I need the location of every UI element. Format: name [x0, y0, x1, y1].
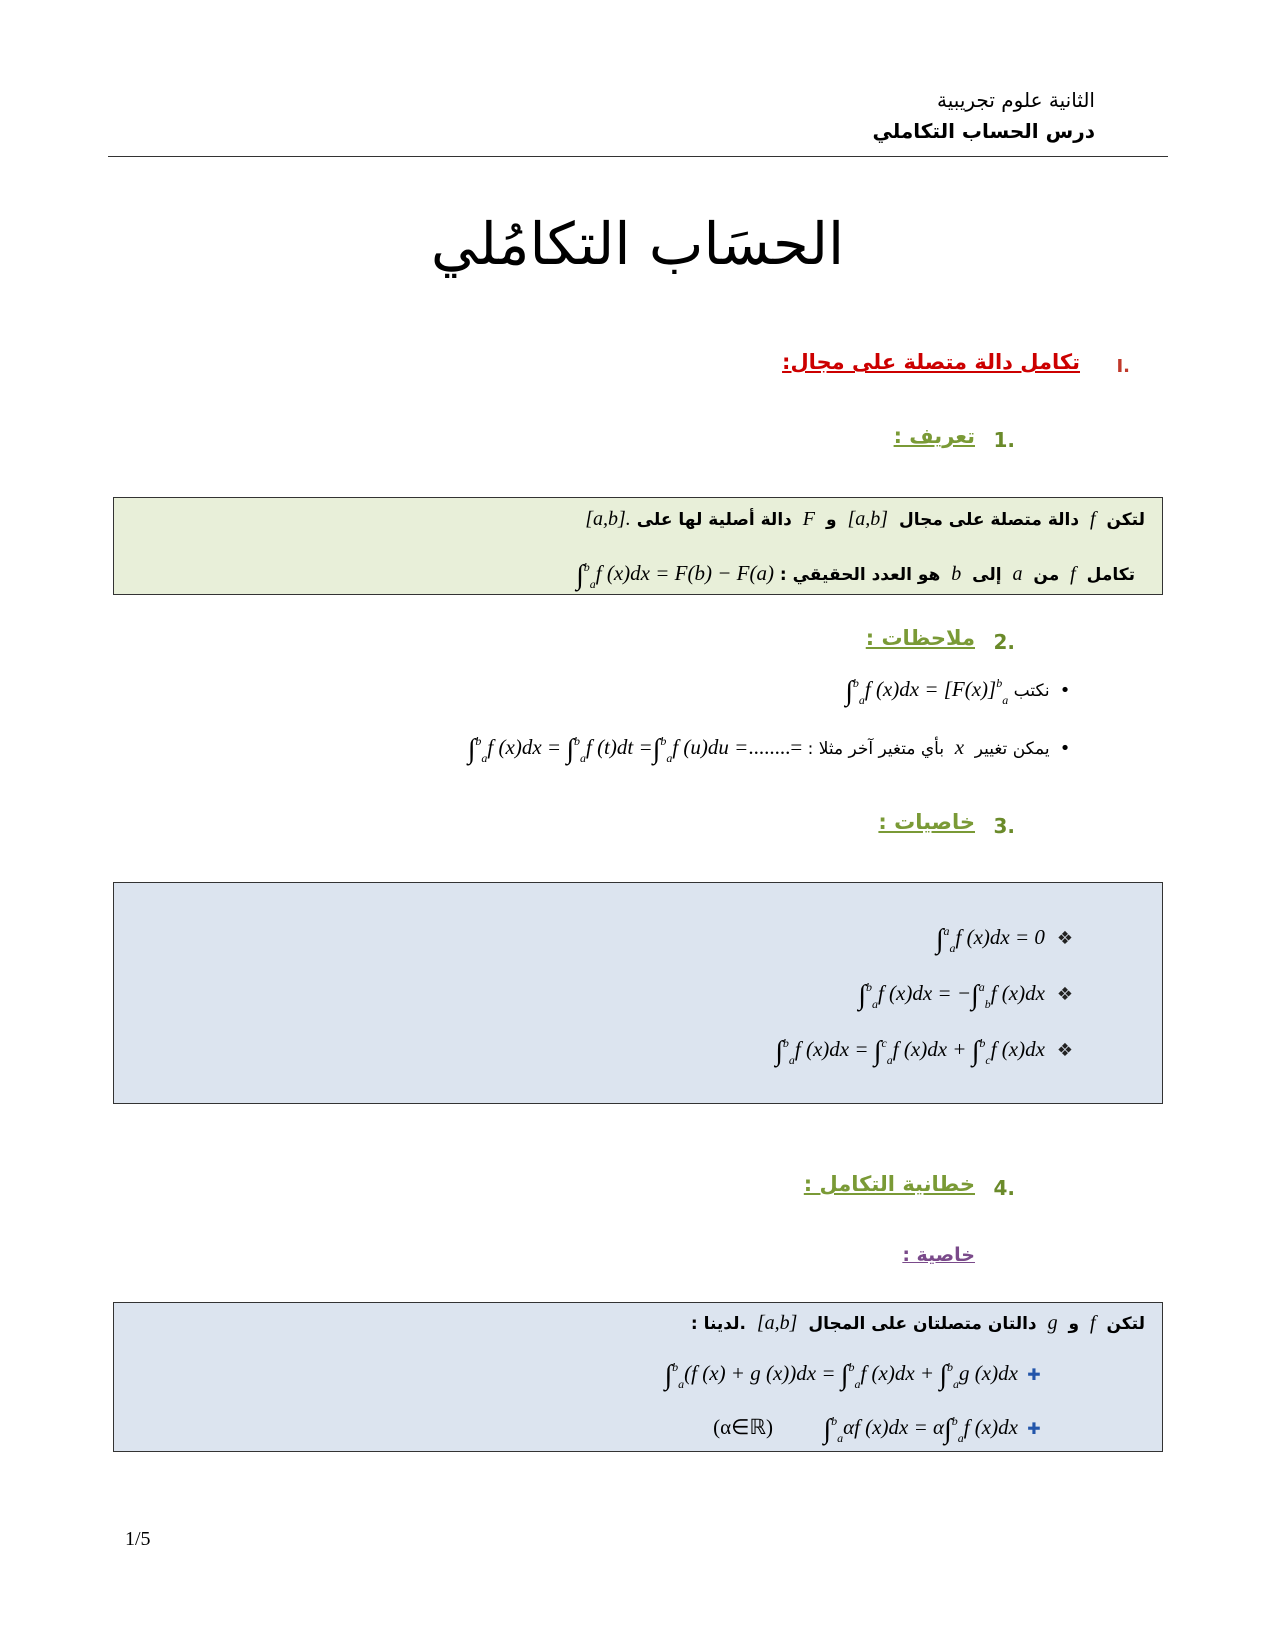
note-formula: ∫$^b_a$f $(x)dx = [F(x)]^b_a$	[845, 676, 1009, 707]
subsection-number-1: 1.	[993, 428, 1015, 452]
bullet-icon: •	[1059, 738, 1071, 759]
page-number: 1/5	[125, 1528, 151, 1550]
subsection-number-3: 3.	[993, 814, 1015, 838]
alpha-domain: (α∈ℝ)	[713, 1415, 774, 1439]
arrow-bullet-icon: ✚	[1027, 1365, 1041, 1384]
header-grade: الثانية علوم تجريبية	[937, 88, 1095, 112]
definition-text: إلى	[972, 565, 1002, 585]
definition-text: دالة متصلة على مجال	[898, 510, 1080, 530]
note-text: بأي متغير آخر مثلا :	[807, 739, 945, 759]
linearity-formula-2: ✚ ∫$^b_a$αf (x)dx = α∫$^b_a$f (x)dx (α∈ℝ)	[713, 1410, 1045, 1442]
linearity-text: و	[1068, 1314, 1080, 1334]
definition-text: دالة أصلية لها على	[636, 510, 792, 530]
note-formula: ∫$^b_a$f (x)dx = ∫$^b_a$f (t)dt =∫$^b_a$f (u)du =........=	[467, 734, 803, 765]
diamond-bullet-icon: ❖	[1056, 928, 1074, 949]
definition-line-1: لتكن f دالة متصلة على مجال [a,b] و F دالة أصلية لها على [a,b].	[580, 508, 1145, 530]
note-1	[840, 672, 1075, 707]
bullet-icon: •	[1059, 680, 1071, 701]
property-2: ❖ ∫$^b_a$f (x)dx = −∫$^a_b$f (x)dx	[858, 976, 1080, 1008]
definition-formula: ∫$^b_a$f (x)dx = F(b) − F(a)	[576, 560, 774, 591]
subsection-title-2: ملاحظات :	[865, 626, 975, 650]
diamond-bullet-icon: ❖	[1056, 984, 1074, 1005]
diamond-bullet-icon: ❖	[1056, 1040, 1074, 1061]
definition-text: هو العدد الحقيقي :	[779, 565, 941, 585]
header-divider	[108, 156, 1168, 157]
linearity-text: دالتان متصلتان على المجال	[808, 1314, 1037, 1334]
subsection-title-4: خطانية التكامل :	[803, 1172, 975, 1196]
arrow-bullet-icon: ✚	[1027, 1419, 1041, 1438]
subsection-title-3: خاصيات :	[878, 810, 975, 834]
section-number: I.	[1116, 356, 1130, 377]
header-lesson: درس الحساب التكاملي	[872, 119, 1095, 143]
linearity-intro: لتكن f و g دالتان متصلتان على المجال [a,b] .لدينا :	[690, 1312, 1145, 1334]
subsection-number-2: 2.	[993, 630, 1015, 654]
note-text: نكتب	[1013, 681, 1050, 701]
definition-text: و	[825, 510, 837, 530]
note-2: • يمكن تغيير x بأي متغير آخر مثلا : ∫$^b_a$f (x)dx = ∫$^b_a$f (t)dt =∫$^b_a$f (u)du =........=	[463, 730, 1076, 762]
property-subtitle: خاصية :	[902, 1244, 975, 1266]
property-3: ❖ ∫$^b_a$f (x)dx = ∫$^c_a$f (x)dx + ∫$^b_c$f (x)dx	[775, 1032, 1080, 1064]
note-text: يمكن تغيير	[974, 739, 1050, 759]
linearity-text: .لدينا :	[690, 1314, 746, 1334]
subsection-number-4: 4.	[993, 1176, 1015, 1200]
page-title: الحسَاب التكامُلي	[430, 210, 845, 278]
linearity-formula-1: ✚ ∫$^b_a$(f (x) + g (x))dx = ∫$^b_a$f (x)dx + ∫$^b_a$g (x)dx	[659, 1356, 1045, 1388]
definition-text: لتكن	[1106, 510, 1145, 530]
property-1: ❖ ∫$^a_a$f (x)dx = 0	[936, 920, 1080, 952]
section-title: تكامل دالة متصلة على مجال:	[782, 350, 1080, 374]
definition-line-2: تكامل f من a إلى b هو العدد الحقيقي : ∫$^b_a$f (x)dx = F(b) − F(a)	[571, 556, 1135, 588]
subsection-title-1: تعريف :	[893, 424, 975, 448]
definition-text: تكامل	[1086, 565, 1135, 585]
linearity-text: لتكن	[1106, 1314, 1145, 1334]
definition-text: من	[1033, 565, 1060, 585]
